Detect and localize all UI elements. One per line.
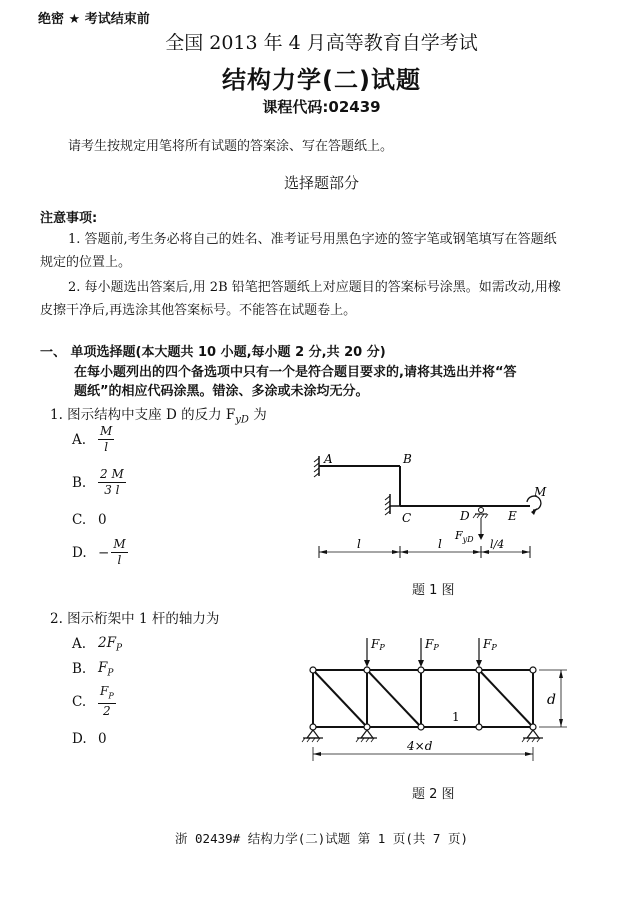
q2-option-b[interactable]: B. $F_P$ xyxy=(72,660,114,679)
q2-figure-caption: 题 2 图 xyxy=(412,787,455,802)
dim-span: 4×d xyxy=(407,739,433,753)
q1-option-a[interactable]: A. $\frac{M}{l}$ xyxy=(72,424,113,454)
course-code: 课程代码:02439 xyxy=(262,98,381,116)
notice-item-2-line-1: 2. 每小题选出答案后,用 2B 铅笔把答题纸上对应题目的答案标号涂黑。如需改动,用橡 xyxy=(68,280,561,295)
load-2: FP xyxy=(425,637,439,652)
dim-l-2: l xyxy=(438,537,442,551)
q2-truss-figure xyxy=(295,630,585,770)
general-instruction: 请考生按规定用笔将所有试题的答案涂、写在答题纸上。 xyxy=(68,139,394,154)
label-a: A xyxy=(324,452,333,466)
label-reaction: $F_{yD}$ xyxy=(455,529,474,544)
exam-title: 全国 2013 年 4 月高等教育自学考试 xyxy=(165,32,478,54)
part-1-desc-line-2: 题纸”的相应代码涂黑。错涂、多涂或未涂均无分。 xyxy=(74,384,369,399)
q1-option-c[interactable]: C. 0 xyxy=(72,512,107,528)
label-d: D xyxy=(460,509,470,523)
label-e: E xyxy=(508,509,517,523)
q2-option-d[interactable]: D. 0 xyxy=(72,731,107,747)
label-b: B xyxy=(403,452,412,466)
part-1-desc-line-1: 在每小题列出的四个备选项中只有一个是符合题目要求的,请将其选出并将“答 xyxy=(74,365,517,380)
q1-figure-caption: 题 1 图 xyxy=(412,583,455,598)
dim-l-quarter: l/4 xyxy=(490,538,505,551)
confidential-mark: 绝密 ★ 考试结束前 xyxy=(38,12,150,27)
q2-stem: 2. 图示桁架中 1 杆的轴力为 xyxy=(50,611,220,627)
q2-option-c[interactable]: C. $\frac{F_P}{2}$ xyxy=(72,684,114,719)
label-moment: M xyxy=(534,485,547,499)
member-1-label: 1 xyxy=(452,710,460,724)
load-3: FP xyxy=(483,637,497,652)
notice-item-2-line-2: 皮擦干净后,再选涂其他答案标号。不能答在试题卷上。 xyxy=(40,303,357,318)
q2-option-a[interactable]: A. $2F_P$ xyxy=(72,635,123,654)
notice-heading: 注意事项: xyxy=(40,211,98,226)
label-c: C xyxy=(402,511,412,525)
subject-title: 结构力学(二)试题 xyxy=(222,66,421,94)
dim-d: d xyxy=(547,692,556,708)
dim-l-1: l xyxy=(357,537,361,551)
q1-stem: 1. 图示结构中支座 D 的反力 $F_{yD}$ 为 xyxy=(50,407,267,426)
page-footer: 浙 02439# 结构力学(二)试题 第 1 页(共 7 页) xyxy=(175,831,468,846)
q1-option-b[interactable]: B. $\frac{2 M}{3 l}$ xyxy=(72,467,124,497)
notice-item-1-line-2: 规定的位置上。 xyxy=(40,255,132,270)
q1-structure-figure xyxy=(305,448,565,568)
part-1-title: 一、 单项选择题(本大题共 10 小题,每小题 2 分,共 20 分) xyxy=(40,345,386,360)
load-1: FP xyxy=(371,637,385,652)
q1-option-d[interactable]: D. − $\frac{M}{l}$ xyxy=(72,537,126,567)
section-heading: 选择题部分 xyxy=(283,174,359,192)
notice-item-1-line-1: 1. 答题前,考生务必将自己的姓名、准考证号用黑色字迹的签字笔或钢笔填写在答题纸 xyxy=(68,232,557,247)
